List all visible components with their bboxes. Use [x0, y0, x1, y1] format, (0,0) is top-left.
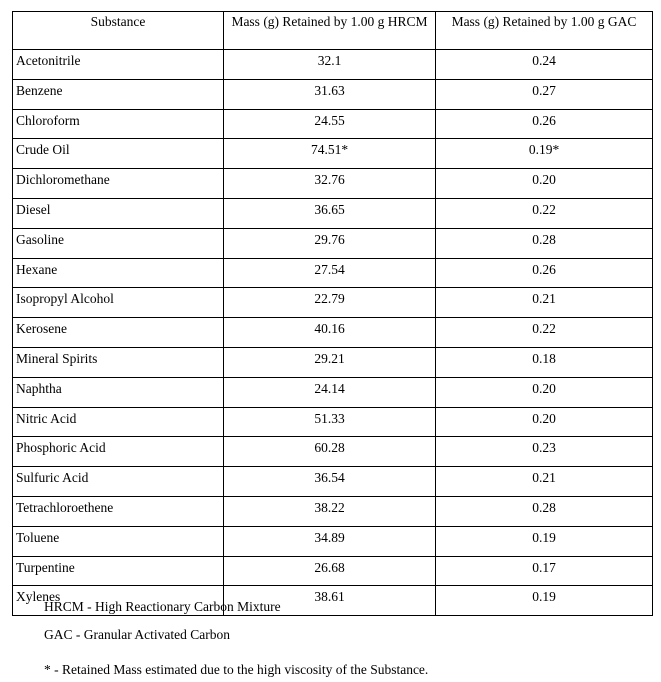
retention-table: [12, 11, 653, 616]
cell-substance: Naphtha: [13, 377, 224, 407]
cell-gac-mass: 0.19: [436, 586, 653, 616]
cell-hrcm-mass: 24.55: [224, 109, 436, 139]
note-gac-definition: GAC - Granular Activated Carbon: [44, 627, 230, 642]
cell-gac-mass: 0.28: [436, 228, 653, 258]
table-row: [13, 437, 653, 467]
cell-substance: Isopropyl Alcohol: [13, 288, 224, 318]
table-row: [13, 79, 653, 109]
cell-gac-mass: 0.20: [436, 169, 653, 199]
cell-substance: Dichloromethane: [13, 169, 224, 199]
cell-substance: Diesel: [13, 198, 224, 228]
cell-hrcm-mass: 34.89: [224, 526, 436, 556]
cell-gac-mass: 0.22: [436, 318, 653, 348]
table-row: [13, 169, 653, 199]
cell-hrcm-mass: 32.76: [224, 169, 436, 199]
cell-substance: Xylenes: [13, 586, 224, 616]
cell-substance: Mineral Spirits: [13, 347, 224, 377]
table-row: [13, 467, 653, 497]
table-row: [13, 556, 653, 586]
table-row: [13, 139, 653, 169]
cell-hrcm-mass: 36.54: [224, 467, 436, 497]
table-row: [13, 377, 653, 407]
cell-hrcm-mass: 26.68: [224, 556, 436, 586]
cell-hrcm-mass: 36.65: [224, 198, 436, 228]
cell-gac-mass: 0.19*: [436, 139, 653, 169]
table-row: [13, 496, 653, 526]
cell-hrcm-mass: 24.14: [224, 377, 436, 407]
cell-gac-mass: 0.18: [436, 347, 653, 377]
cell-substance: Gasoline: [13, 228, 224, 258]
header-gac-mass: Mass (g) Retained by 1.00 g GAC: [436, 12, 653, 50]
header-substance: Substance: [13, 12, 224, 50]
cell-hrcm-mass: 32.1: [224, 50, 436, 80]
cell-gac-mass: 0.24: [436, 50, 653, 80]
cell-gac-mass: 0.19: [436, 526, 653, 556]
cell-hrcm-mass: 31.63: [224, 79, 436, 109]
cell-substance: Crude Oil: [13, 139, 224, 169]
cell-gac-mass: 0.20: [436, 377, 653, 407]
cell-substance: Turpentine: [13, 556, 224, 586]
cell-gac-mass: 0.20: [436, 407, 653, 437]
table-body: [13, 50, 653, 616]
cell-substance: Sulfuric Acid: [13, 467, 224, 497]
table-row: [13, 198, 653, 228]
cell-gac-mass: 0.26: [436, 109, 653, 139]
header-hrcm-mass: Mass (g) Retained by 1.00 g HRCM: [224, 12, 436, 50]
note-asterisk: * - Retained Mass estimated due to the high viscosity of the Substance.: [44, 662, 429, 677]
cell-hrcm-mass: 29.76: [224, 228, 436, 258]
cell-substance: Kerosene: [13, 318, 224, 348]
cell-hrcm-mass: 51.33: [224, 407, 436, 437]
cell-hrcm-mass: 29.21: [224, 347, 436, 377]
cell-substance: Hexane: [13, 258, 224, 288]
table-row: [13, 258, 653, 288]
table-row: [13, 318, 653, 348]
cell-substance: Acetonitrile: [13, 50, 224, 80]
cell-hrcm-mass: 27.54: [224, 258, 436, 288]
cell-hrcm-mass: 38.22: [224, 496, 436, 526]
cell-gac-mass: 0.17: [436, 556, 653, 586]
cell-substance: Chloroform: [13, 109, 224, 139]
cell-hrcm-mass: 74.51*: [224, 139, 436, 169]
cell-gac-mass: 0.22: [436, 198, 653, 228]
cell-gac-mass: 0.21: [436, 288, 653, 318]
table-header-row: [13, 12, 653, 50]
cell-hrcm-mass: 22.79: [224, 288, 436, 318]
cell-hrcm-mass: 40.16: [224, 318, 436, 348]
table-row: [13, 288, 653, 318]
cell-hrcm-mass: 60.28: [224, 437, 436, 467]
table-row: [13, 228, 653, 258]
cell-substance: Tetrachloroethene: [13, 496, 224, 526]
cell-substance: Phosphoric Acid: [13, 437, 224, 467]
table-row: [13, 347, 653, 377]
table-row: [13, 407, 653, 437]
cell-gac-mass: 0.21: [436, 467, 653, 497]
table-row: [13, 526, 653, 556]
cell-substance: Toluene: [13, 526, 224, 556]
note-hrcm-definition: HRCM - High Reactionary Carbon Mixture: [44, 599, 281, 614]
cell-substance: Nitric Acid: [13, 407, 224, 437]
cell-gac-mass: 0.23: [436, 437, 653, 467]
cell-hrcm-mass: 38.61: [224, 586, 436, 616]
cell-substance: Benzene: [13, 79, 224, 109]
table-row: [13, 109, 653, 139]
cell-gac-mass: 0.26: [436, 258, 653, 288]
cell-gac-mass: 0.28: [436, 496, 653, 526]
table-row: [13, 50, 653, 80]
cell-gac-mass: 0.27: [436, 79, 653, 109]
